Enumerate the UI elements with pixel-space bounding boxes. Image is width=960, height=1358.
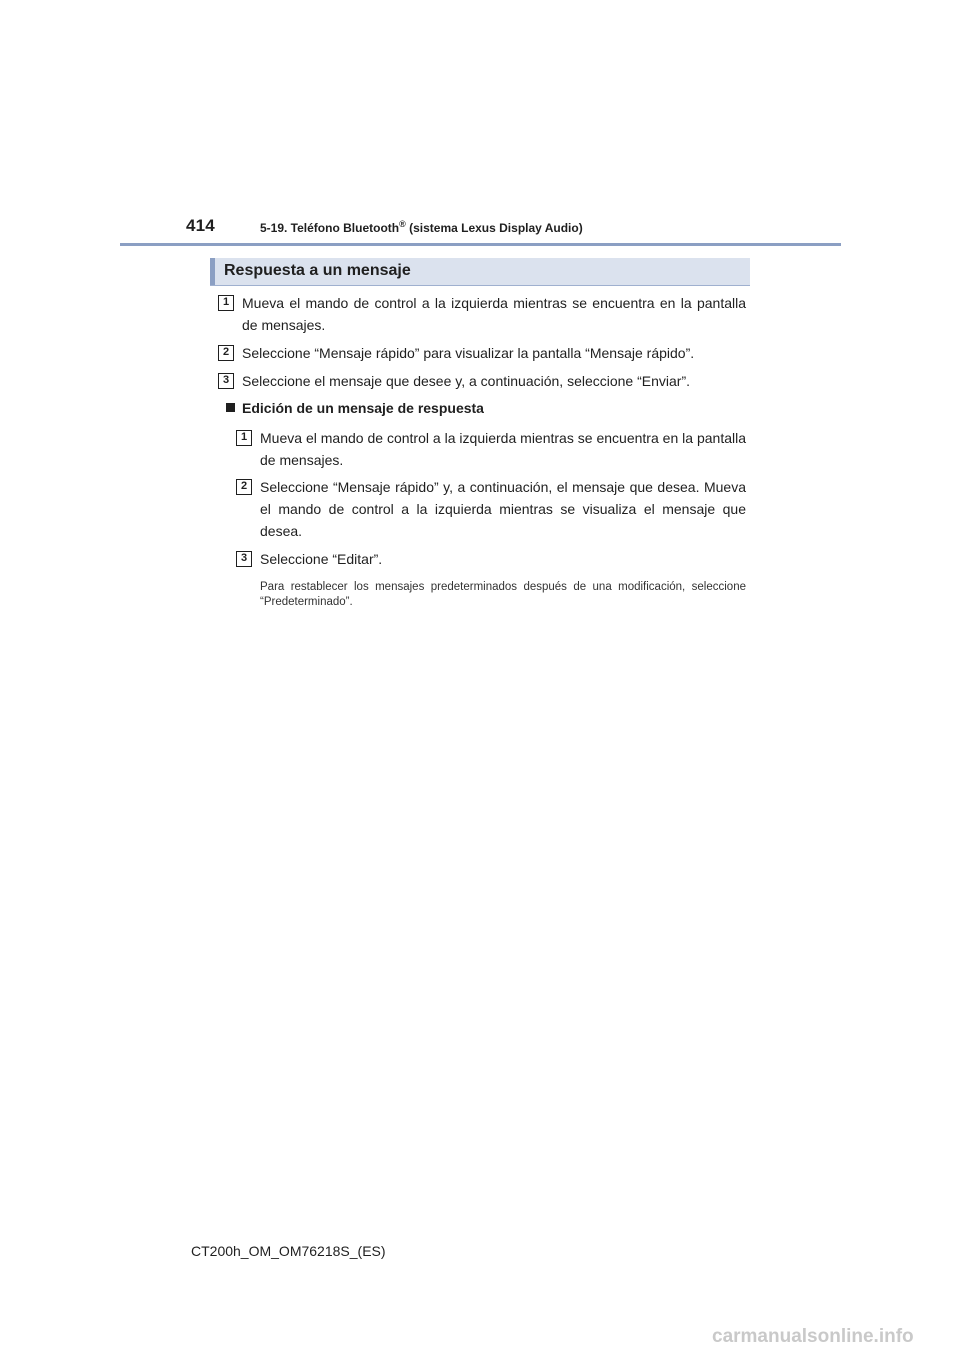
note-text: Para restablecer los mensajes predeterminados después de una modificación, seleccione “Predeterminado”. — [260, 581, 746, 608]
registered-mark: ® — [399, 219, 406, 229]
step-text: Seleccione “Mensaje rápido” para visualizar la pantalla “Mensaje rápido”. — [242, 345, 695, 361]
section-header-prefix: 5-19. Teléfono Bluetooth — [260, 221, 400, 235]
title-accent-bar — [210, 258, 215, 285]
substep-text: Seleccione “Mensaje rápido” y, a continuación, el mensaje que desea. Mueva el mando de control a la izquierda mientras se visualiza el mensaje que desea. — [260, 479, 746, 539]
subsection-heading — [226, 400, 484, 416]
step-badge: 1 — [218, 295, 234, 311]
step-text: Mueva el mando de control a la izquierda mientras se encuentra en la pantalla de mensajes. — [242, 295, 746, 333]
step-badge: 2 — [218, 345, 234, 361]
substep-text: Mueva el mando de control a la izquierda mientras se encuentra en la pantalla de mensajes. — [260, 430, 746, 468]
section-header-suffix: (sistema Lexus Display Audio) — [405, 221, 583, 235]
substep-badge: 3 — [236, 551, 252, 567]
section-title: Respuesta a un mensaje — [224, 262, 411, 279]
section-header — [260, 221, 583, 235]
section-title-box — [210, 258, 750, 286]
footer-doc-code: CT200h_OM_OM76218S_(ES) — [191, 1243, 386, 1259]
subsection-heading-text: Edición de un mensaje de respuesta — [242, 400, 484, 416]
substep-badge: 2 — [236, 479, 252, 495]
header-rule — [120, 243, 841, 246]
step-badge: 3 — [218, 373, 234, 389]
square-bullet-icon — [226, 403, 235, 412]
watermark: carmanualsonline.info — [712, 1326, 914, 1347]
substep-text: Seleccione “Editar”. — [260, 551, 383, 567]
step-text: Seleccione el mensaje que desee y, a continuación, seleccione “Enviar”. — [242, 373, 690, 389]
page-number: 414 — [186, 216, 215, 235]
substep-badge: 1 — [236, 430, 252, 446]
